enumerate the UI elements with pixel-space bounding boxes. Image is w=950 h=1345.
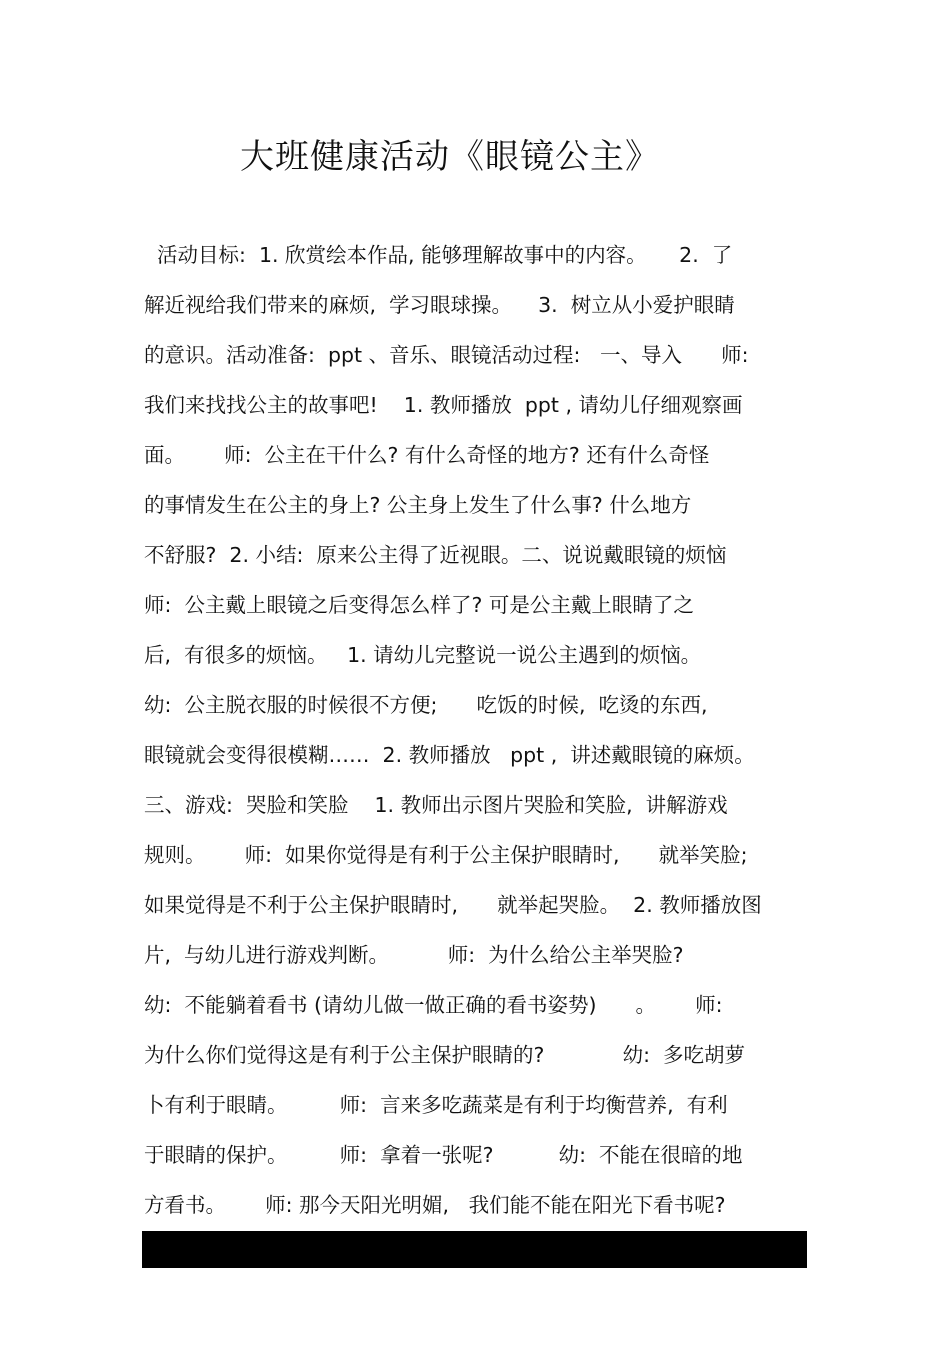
text-line: 幼: 公主脱衣服的时候很不方便; 吃饭的时候, 吃烫的东西, [144, 693, 708, 717]
text-line: 的意识。活动准备: ppt 、音乐、眼镜活动过程: 一、导入 师: [144, 343, 749, 367]
text-line: 我们来找找公主的故事吧! 1. 教师播放 ppt , 请幼儿仔细观察画 [144, 393, 743, 417]
text-line: 为什么你们觉得这是有利于公主保护眼睛的? 幼: 多吃胡萝 [144, 1043, 746, 1067]
text-line: 卜有利于眼睛。 师: 言来多吃蔬菜是有利于均衡营养, 有利 [144, 1093, 728, 1117]
text-line: 幼: 不能躺着看书 (请幼儿做一做正确的看书姿势) 。 师: [144, 993, 723, 1017]
text-line: 片, 与幼儿进行游戏判断。 师: 为什么给公主举哭脸? [144, 943, 684, 967]
text-line: 活动目标: 1. 欣赏绘本作品, 能够理解故事中的内容。 2. 了 [144, 243, 733, 267]
body-text [144, 230, 809, 1230]
text-line: 如果觉得是不利于公主保护眼睛时, 就举起哭脸。 2. 教师播放图 [144, 893, 762, 917]
text-line: 面。 师: 公主在干什么? 有什么奇怪的地方? 还有什么奇怪 [144, 443, 710, 467]
text-line: 于眼睛的保护。 师: 拿着一张呢? 幼: 不能在很暗的地 [144, 1143, 743, 1167]
text-line: 后, 有很多的烦恼。 1. 请幼儿完整说一说公主遇到的烦恼。 [144, 643, 702, 667]
text-line: 不舒服? 2. 小结: 原来公主得了近视眼。二、说说戴眼镜的烦恼 [144, 543, 727, 567]
text-line: 方看书。 师: 那今天阳光明媚, 我们能不能在阳光下看书呢? [144, 1193, 726, 1217]
text-line: 规则。 师: 如果你觉得是有利于公主保护眼睛时, 就举笑脸; [144, 843, 748, 867]
text-line: 眼镜就会变得很模糊…… 2. 教师播放 ppt , 讲述戴眼镜的麻烦。 [144, 743, 755, 767]
page-title: 大班健康活动《眼镜公主》 [240, 137, 660, 177]
text-line: 解近视给我们带来的麻烦, 学习眼球操。 3. 树立从小爱护眼睛 [144, 293, 735, 317]
text-line: 师: 公主戴上眼镜之后变得怎么样了? 可是公主戴上眼睛了之 [144, 593, 694, 617]
text-line: 的事情发生在公主的身上? 公主身上发生了什么事? 什么地方 [144, 493, 692, 517]
redaction-bar [142, 1231, 807, 1268]
text-line: 三、游戏: 哭脸和笑脸 1. 教师出示图片哭脸和笑脸, 讲解游戏 [144, 793, 728, 817]
